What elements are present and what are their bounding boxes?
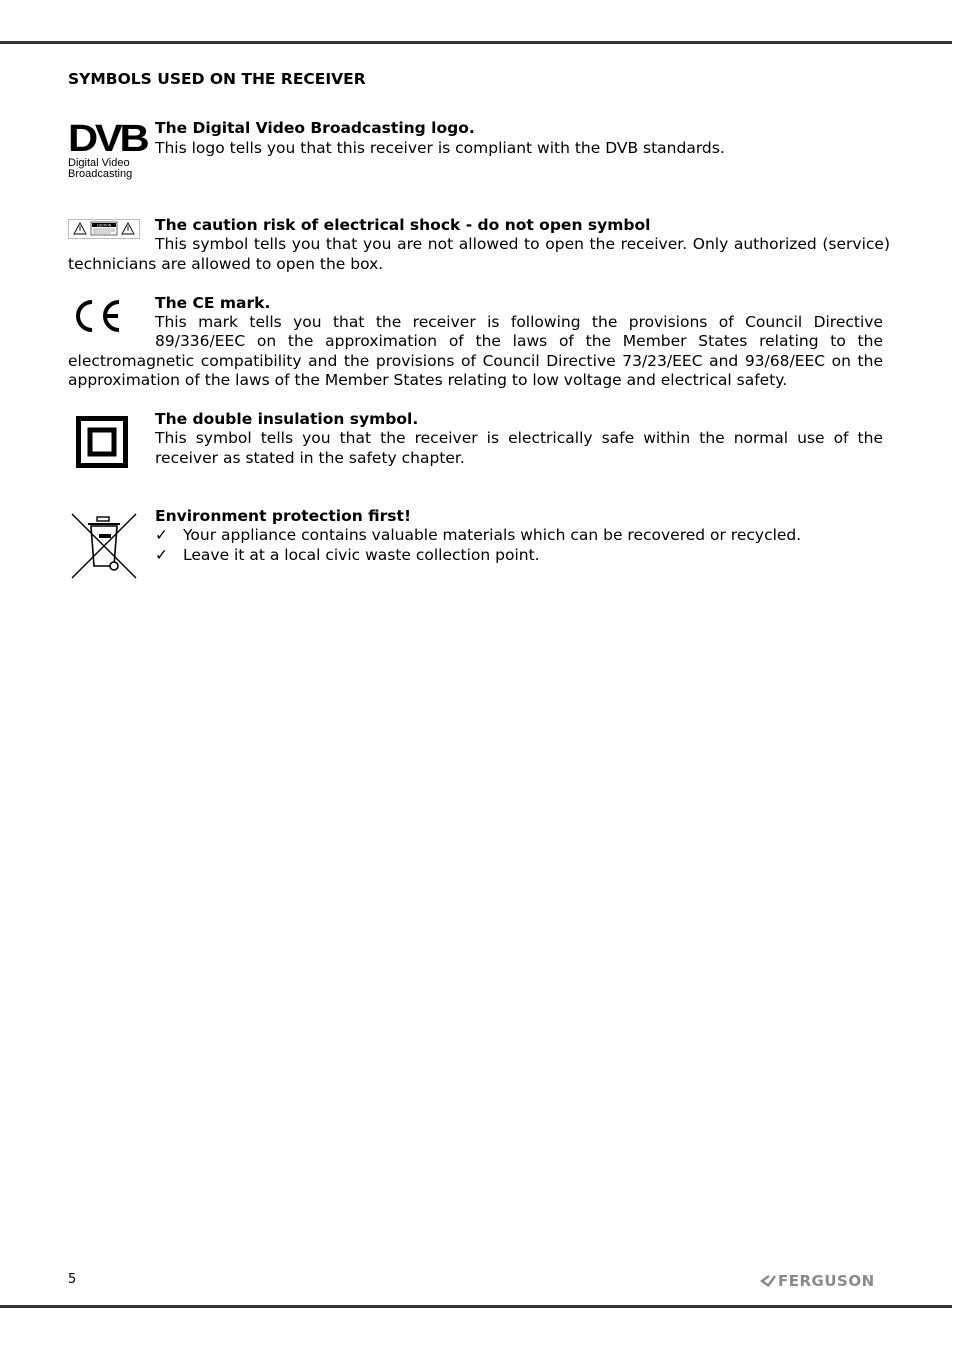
top-rule — [0, 41, 952, 44]
ce-mark-icon — [70, 296, 124, 336]
double-insulation-icon — [76, 416, 128, 468]
caution-label-icon — [68, 219, 140, 239]
ferguson-logo — [760, 1272, 875, 1290]
check-icon: ✓ — [155, 546, 168, 564]
double-line-2: receiver as stated in the safety chapter. — [155, 449, 465, 467]
double-line-1: This symbol tells you that the receiver is electrically safe within the normal use of the — [155, 429, 883, 447]
ce-line-3: electromagnetic compatibility and the provisions of Council Directive 73/23/EEC and 93/68/EEC on the — [68, 352, 883, 370]
dvb-logo-icon — [68, 118, 147, 184]
crossed-bin-icon — [70, 512, 138, 580]
dvb-body: This logo tells you that this receiver is compliant with the DVB standards. — [155, 139, 725, 157]
ce-line-2: 89/336/EEC on the approximation of the laws of the Member States relating to the — [155, 332, 883, 350]
ce-line-4: approximation of the laws of the Member States relating to low voltage and electrical safety. — [68, 371, 788, 389]
caution-line-1: This symbol tells you that you are not allowed to open the receiver. Only authorized (service) — [155, 235, 890, 253]
dvb-title: The Digital Video Broadcasting logo. — [155, 119, 475, 137]
env-title: Environment protection first! — [155, 507, 412, 525]
svg-text:CAUTION: CAUTION — [96, 223, 112, 228]
page-heading: SYMBOLS USED ON THE RECEIVER — [68, 70, 366, 88]
env-item-1: ✓ Your appliance contains valuable materials which can be recovered or recycled. — [155, 526, 802, 544]
dvb-logo-sub2: Broadcasting — [68, 168, 133, 180]
dvb-logo-letters: DVB — [68, 118, 147, 160]
ce-line-1: This mark tells you that the receiver is following the provisions of Council Directive — [155, 313, 883, 331]
bottom-rule — [0, 1305, 952, 1308]
double-title: The double insulation symbol. — [155, 410, 419, 428]
dvb-logo-sub1: Digital Video — [68, 157, 130, 169]
caution-title: The caution risk of electrical shock - do not open symbol — [155, 216, 651, 234]
ferguson-brand-text: FERGUSON — [778, 1272, 875, 1290]
env-item-2: ✓ Leave it at a local civic waste collection point. — [155, 546, 540, 564]
check-icon: ✓ — [155, 526, 168, 544]
page-number: 5 — [68, 1272, 77, 1287]
ferguson-logo-mark-icon — [760, 1275, 778, 1287]
ce-title: The CE mark. — [155, 294, 271, 312]
caution-line-2: technicians are allowed to open the box. — [68, 255, 384, 273]
